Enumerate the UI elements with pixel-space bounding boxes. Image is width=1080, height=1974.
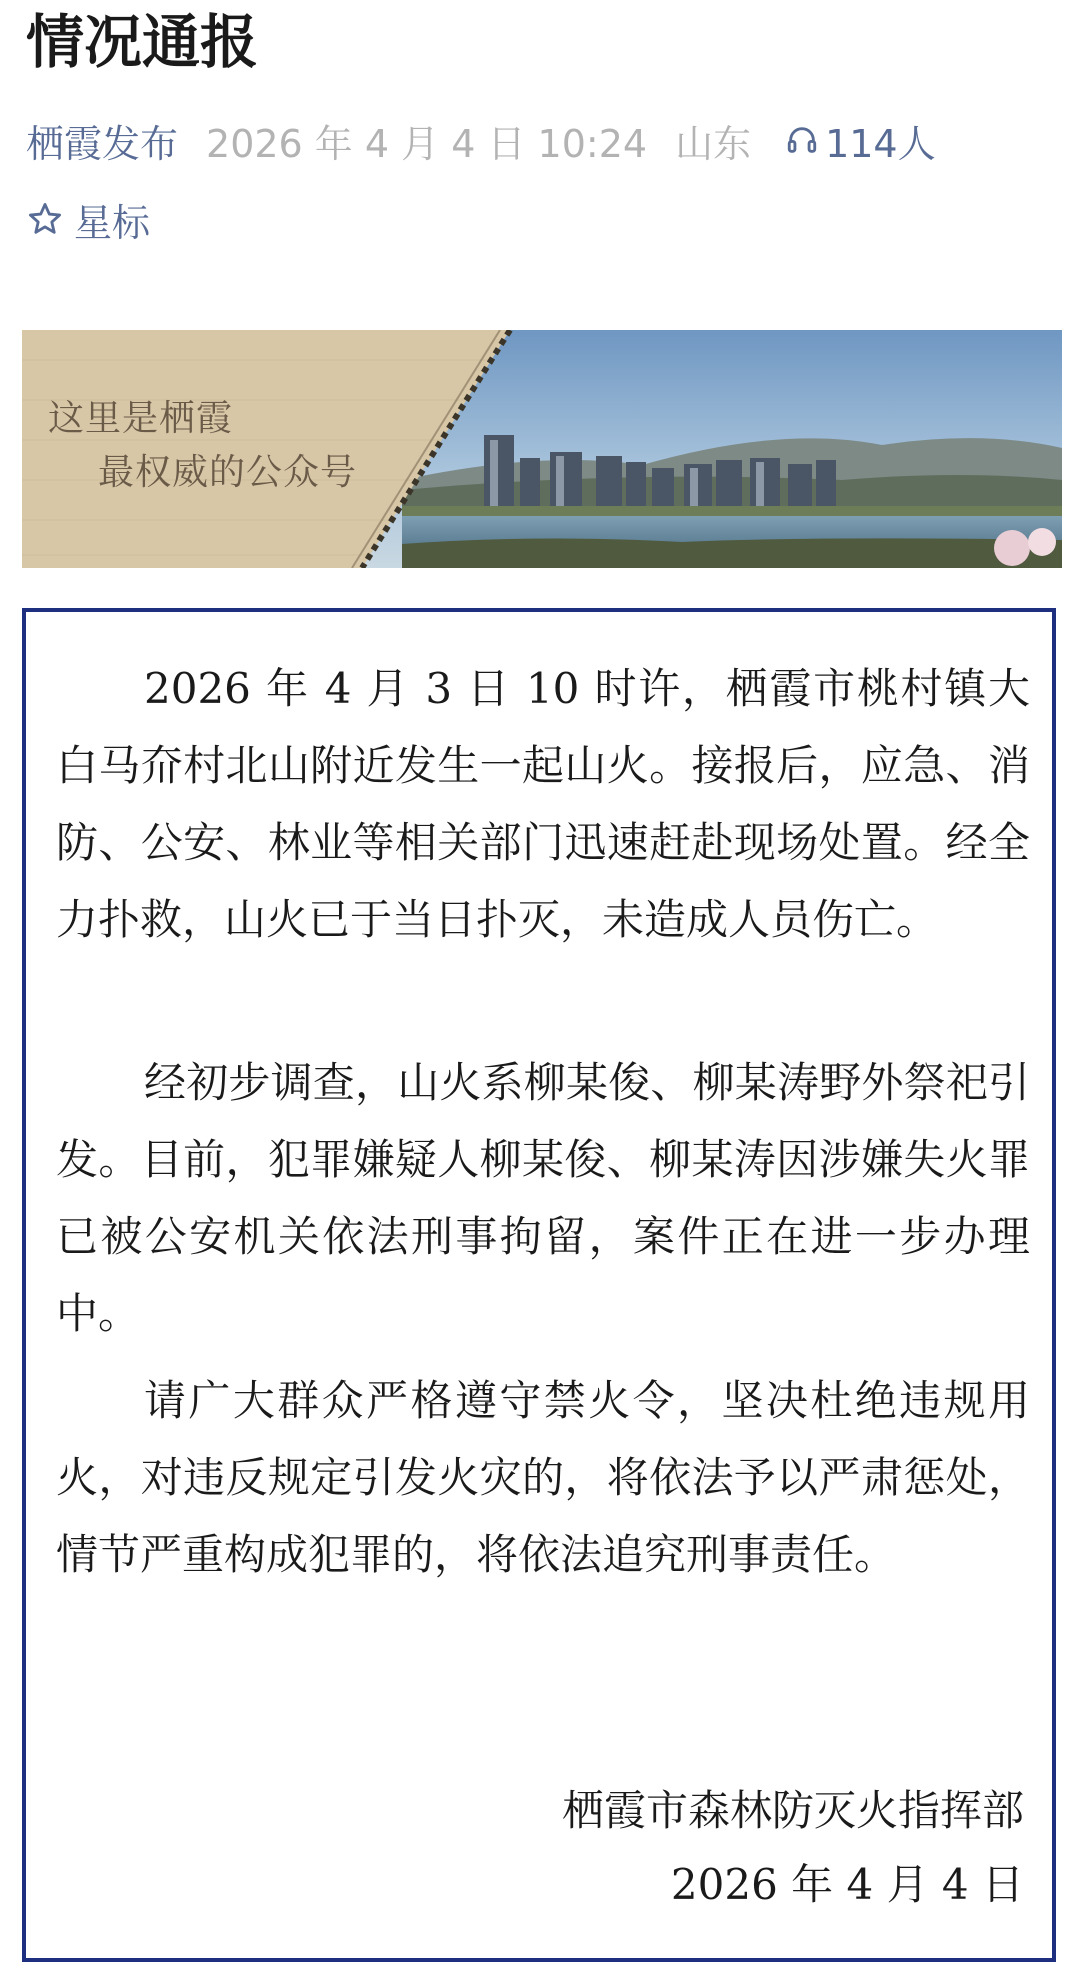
- publish-location: 山东: [675, 121, 752, 166]
- listen-count[interactable]: 114人: [825, 121, 936, 166]
- notice-paragraph-1: 2026 年 4 月 3 日 10 时许，栖霞市桃村镇大白马夼村北山附近发生一起山火。接报后，应急、消防、公安、林业等相关部门迅速赶赴现场处置。经全力扑救，山火已于当日扑灭，未造成人员伤亡。: [56, 664, 1030, 944]
- star-button[interactable]: [26, 190, 150, 248]
- headphones-icon[interactable]: [785, 123, 819, 157]
- account-name-link[interactable]: 栖霞发布: [26, 121, 179, 166]
- star-outline-icon: [26, 200, 64, 238]
- article-title: 情况通报: [26, 8, 259, 76]
- star-label: 星标: [74, 200, 151, 245]
- publish-time: 2026 年 4 月 4 日 10:24: [206, 121, 648, 166]
- article-meta: [26, 110, 936, 170]
- signature-organization: 栖霞市森林防灭火指挥部: [561, 1786, 1024, 1835]
- notice-bordered-box: [22, 608, 1056, 1962]
- notice-paragraph-3: 请广大群众严格遵守禁火令，坚决杜绝违规用火，对违反规定引发火灾的，将依法予以严肃惩处，情节严重构成犯罪的，将依法追究刑事责任。: [56, 1376, 1030, 1579]
- banner-text-line2: 最权威的公众号: [98, 452, 358, 493]
- notice-signature: [562, 1774, 1024, 1922]
- signature-date: 2026 年 4 月 4 日: [670, 1860, 1024, 1909]
- header-banner-image: [22, 330, 1062, 568]
- notice-paragraph-2: 经初步调查，山火系柳某俊、柳某涛野外祭祀引发。目前，犯罪嫌疑人柳某俊、柳某涛因涉嫌失火罪已被公安机关依法刑事拘留，案件正在进一步办理中。: [56, 1058, 1030, 1338]
- banner-text-line1: 这里是栖霞: [48, 398, 234, 439]
